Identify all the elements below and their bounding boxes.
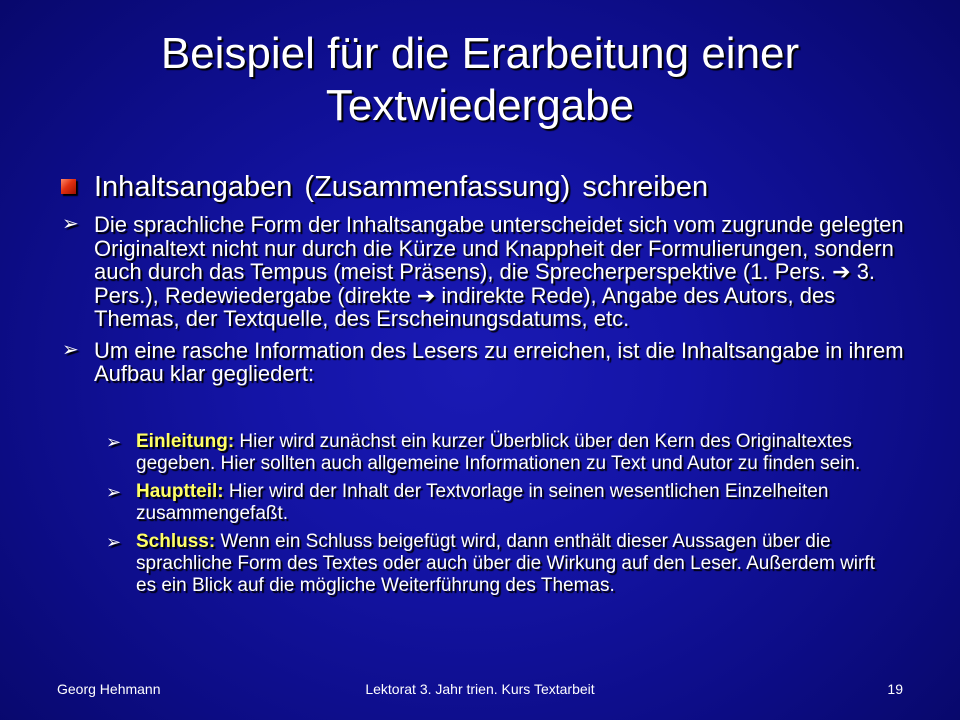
arrowhead-icon: ➢ [62,338,79,361]
footer-author: Georg Hehmann [57,681,161,697]
red-square-icon [61,179,76,194]
sub-bullet-list [104,431,894,603]
sub-item-text: Hier wird der Inhalt der Textvorlage in seinen wesentlichen Einzelheiten zusammengefaßt. [136,481,829,524]
sub-item-label: Hauptteil: [136,481,224,502]
arrowhead-icon: ➢ [106,482,122,502]
sub-item-text: Hier wird zunächst ein kurzer Überblick über den Kern des Originaltextes gegeben. Hier sollten auch allgemeine Informationen zu Text und Autor zu finden sein. [136,431,861,474]
arrowhead-icon: ➢ [106,432,122,452]
list-item-text: Die sprachliche Form der Inhaltsangabe unterscheidet sich vom zugrunde gelegten Originaltext nicht nur durch die Kürze und Knappheit der Formulierungen, sondern auch durch das Tempus (meist Präsens), die Sprecherperspektive (1. Pers. ➔ 3. Pers.), Redewiedergabe (direkte ➔ indirekte Rede), Angabe des Autors, des Themas, der Textquelle, des Erscheinungsdatums, etc. [94,212,904,331]
footer-page-number: 19 [887,681,903,697]
sub-item-text: Wenn ein Schluss beigefügt wird, dann enthält dieser Aussagen über die sprachliche Form des Textes oder auch über die Wirkung auf den Leser. Außerdem wirft es ein Blick auf die mögliche Weiterführung des Themas. [136,531,875,596]
sub-list-item [104,431,894,475]
footer-course: Lektorat 3. Jahr trien. Kurs Textarbeit [365,681,595,697]
section-heading-text: Inhaltsangaben (Zusammenfassung) schreiben [94,171,709,203]
slide-title: Beispiel für die Erarbeitung einer Textwiedergabe [160,29,800,130]
sub-list-item [104,481,894,525]
list-item [60,339,920,386]
list-item-text: Um eine rasche Information des Lesers zu erreichen, ist die Inhaltsangabe in ihrem Aufbau klar gegliedert: [94,337,904,386]
bullet-list [60,213,920,394]
sub-item-label: Schluss: [136,531,216,552]
arrowhead-icon: ➢ [106,532,122,552]
sub-item-label: Einleitung: [136,431,235,452]
list-item [60,213,920,331]
arrowhead-icon: ➢ [62,213,79,235]
section-heading [62,170,922,204]
sub-list-item [104,531,894,597]
